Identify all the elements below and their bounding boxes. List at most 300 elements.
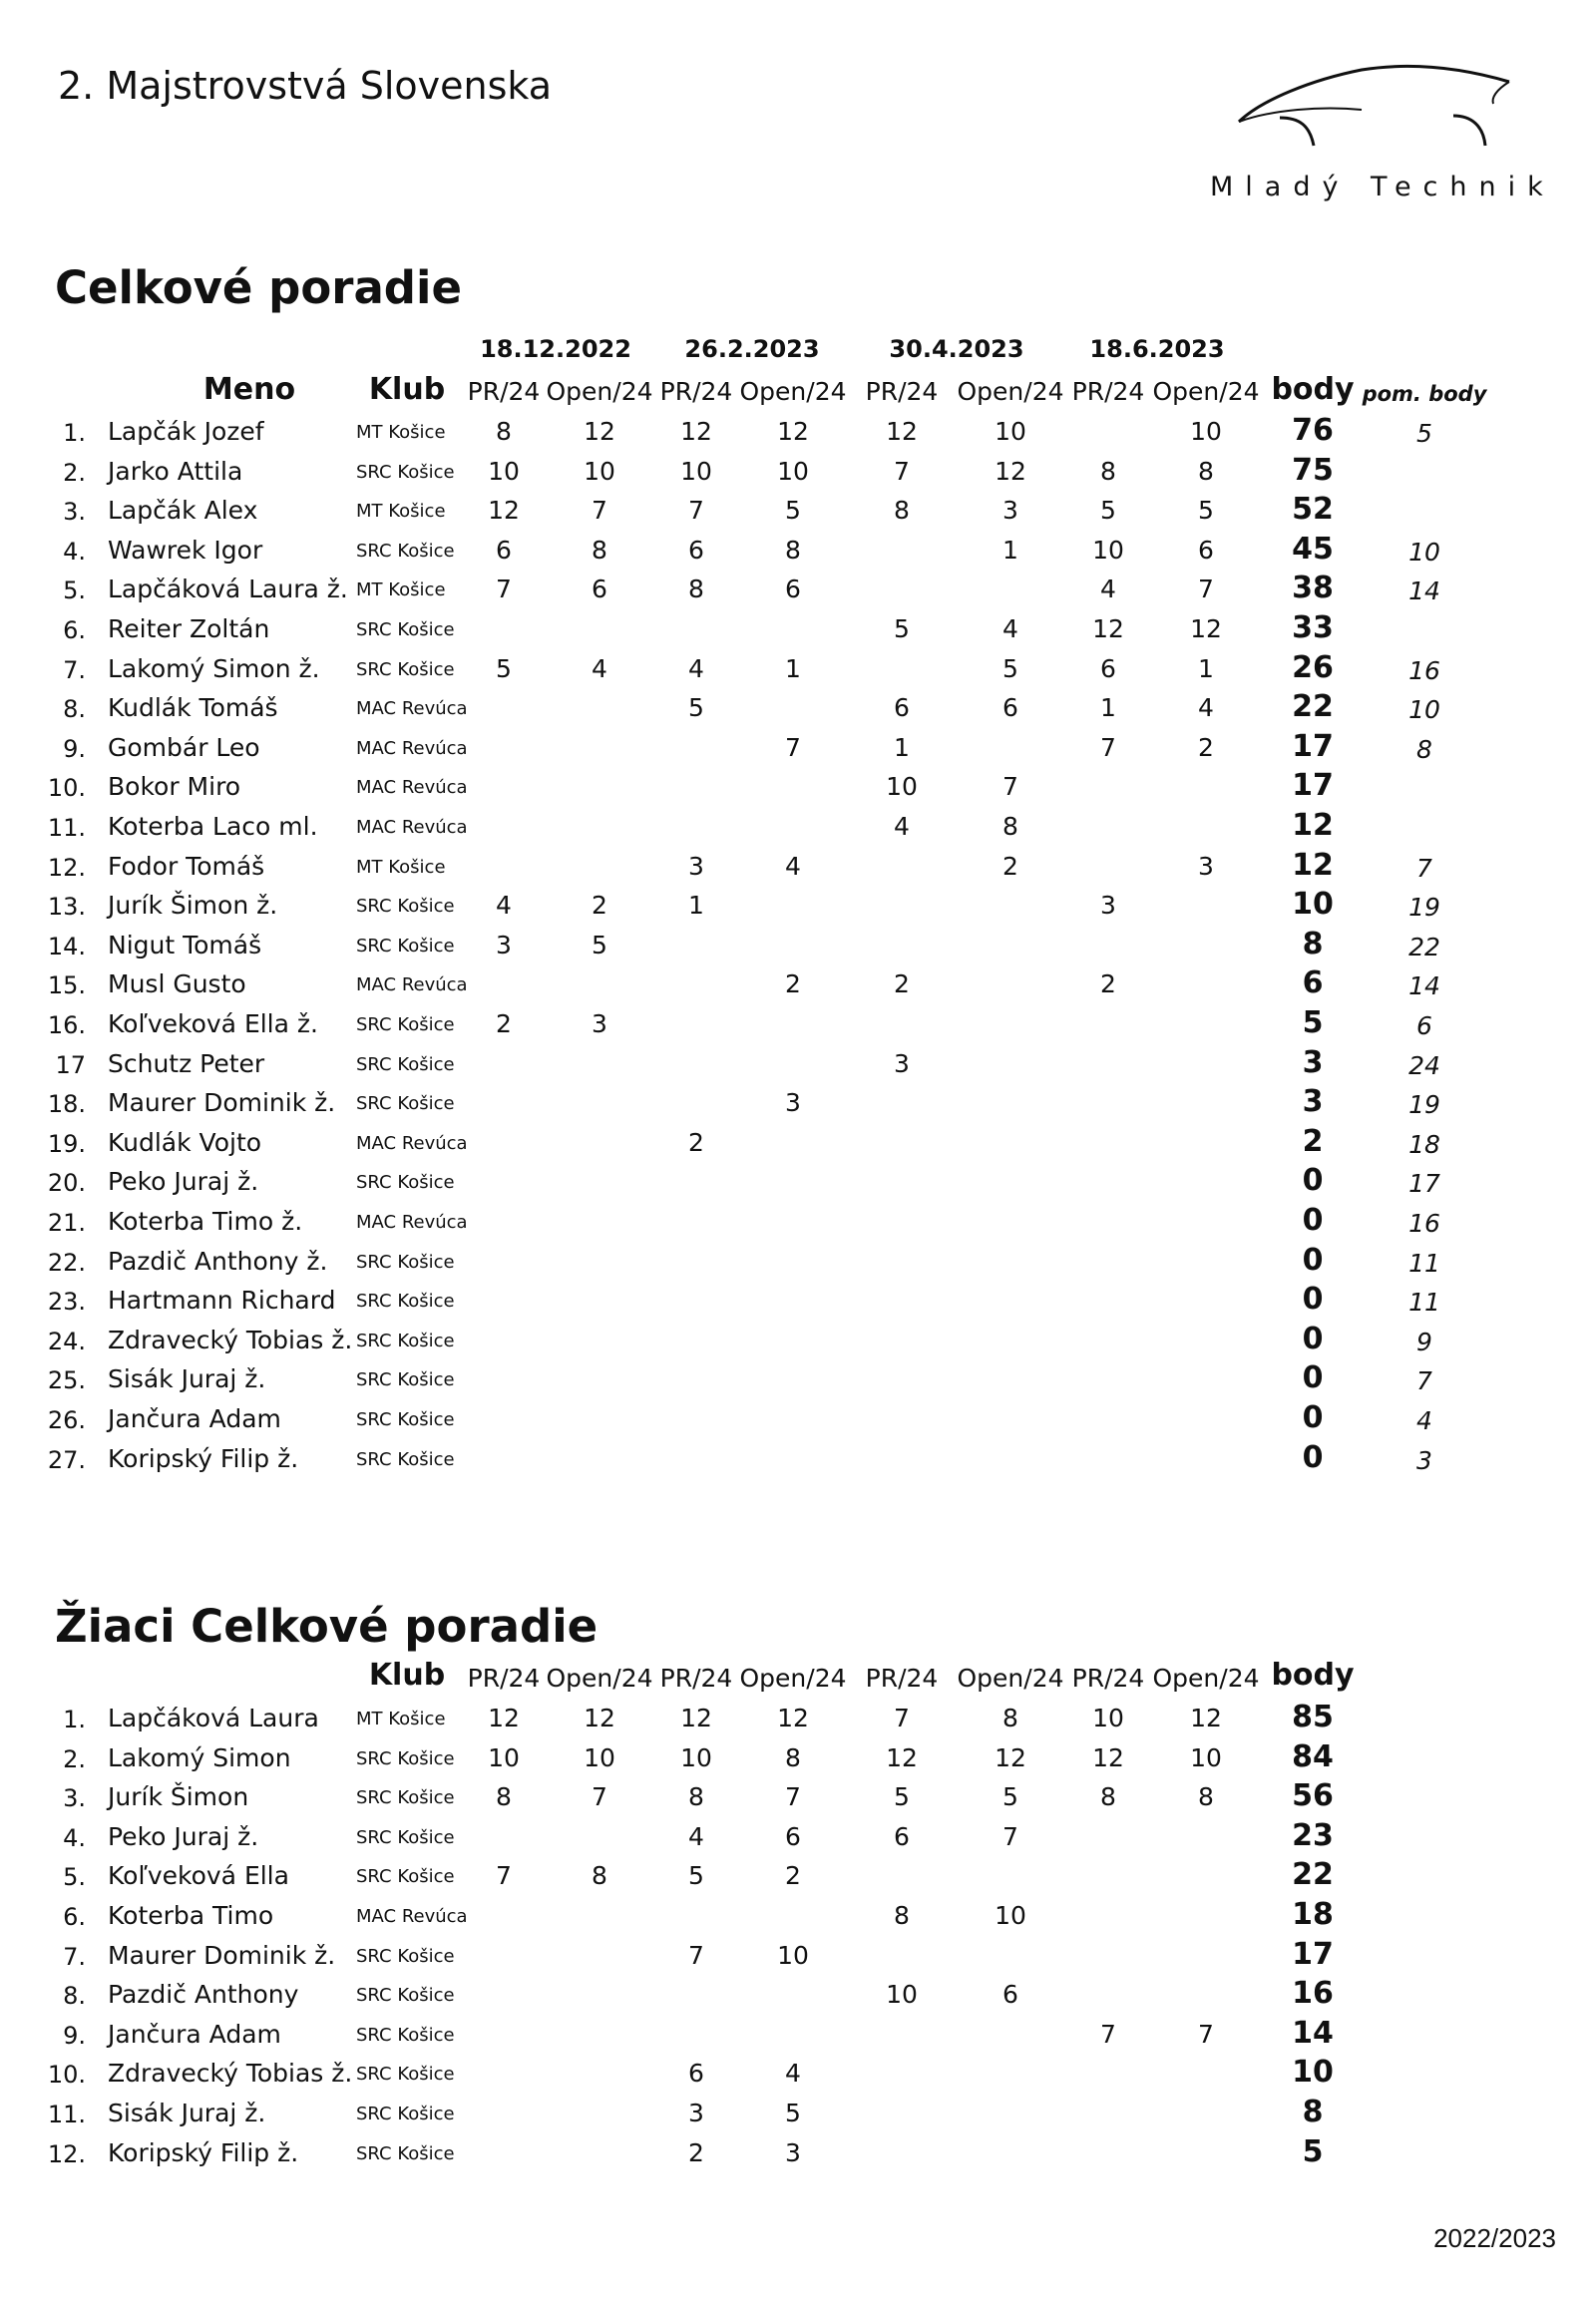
col-header-round: PR/24: [1071, 377, 1145, 406]
round-score: 1: [894, 733, 910, 762]
rank: 13.: [47, 893, 86, 921]
player-name: Nigut Tomáš: [108, 931, 262, 959]
round-score: 7: [1198, 575, 1214, 603]
round-score: 12: [1092, 1743, 1124, 1772]
round-score: 10: [680, 1743, 712, 1772]
club-name: MAC Revúca: [356, 1212, 468, 1233]
col-header-round: Open/24: [1152, 1664, 1260, 1693]
round-score: 3: [592, 1009, 607, 1038]
col-header-round: PR/24: [865, 1664, 939, 1693]
total-points: 56: [1292, 1778, 1334, 1813]
round-score: 5: [688, 1861, 704, 1890]
player-name: Koterba Laco ml.: [108, 812, 318, 841]
rank: 5.: [63, 1863, 86, 1891]
club-name: MAC Revúca: [356, 974, 468, 995]
round-score: 10: [995, 1901, 1026, 1930]
round-score: 3: [1198, 852, 1214, 881]
player-name: Lakomý Simon: [108, 1743, 291, 1772]
round-score: 1: [785, 654, 801, 683]
player-name: Koripský Filip ž.: [108, 1444, 299, 1473]
player-name: Koterba Timo: [108, 1901, 274, 1930]
aux-points: 11: [1408, 1288, 1440, 1317]
round-score: 12: [777, 1704, 809, 1732]
rank: 4.: [63, 1824, 86, 1852]
round-score: 8: [894, 1901, 910, 1930]
club-name: SRC Košice: [356, 619, 455, 640]
rank: 3.: [63, 1784, 86, 1812]
rank: 25.: [47, 1366, 86, 1394]
club-name: SRC Košice: [356, 1291, 455, 1312]
round-score: 7: [1002, 772, 1018, 801]
club-name: SRC Košice: [356, 2143, 455, 2164]
player-name: Lapčák Jozef: [108, 417, 264, 446]
total-points: 16: [1292, 1976, 1334, 2011]
player-name: Peko Juraj ž.: [108, 1167, 259, 1196]
club-name: SRC Košice: [356, 936, 455, 957]
round-score: 6: [1100, 654, 1116, 683]
rank: 14.: [47, 933, 86, 960]
total-points: 12: [1292, 848, 1334, 883]
total-points: 85: [1292, 1700, 1334, 1734]
round-score: 8: [785, 1743, 801, 1772]
club-name: MT Košice: [356, 857, 446, 878]
rank: 15.: [47, 971, 86, 999]
club-name: MT Košice: [356, 422, 446, 443]
rank: 3.: [63, 498, 86, 526]
round-score: 7: [496, 575, 512, 603]
rank: 10.: [47, 774, 86, 802]
aux-points: 3: [1416, 1446, 1432, 1475]
club-name: SRC Košice: [356, 1748, 455, 1769]
round-score: 6: [1002, 1980, 1018, 2009]
col-header-aux-points: pom. body: [1362, 382, 1487, 406]
round-score: 2: [1002, 852, 1018, 881]
total-points: 17: [1292, 768, 1334, 803]
club-name: SRC Košice: [356, 659, 455, 680]
rank: 1.: [63, 419, 86, 447]
total-points: 6: [1302, 965, 1324, 1000]
total-points: 76: [1292, 413, 1334, 448]
mlady-technik-logo: [1192, 60, 1561, 209]
aux-points: 7: [1416, 1366, 1432, 1395]
total-points: 22: [1292, 689, 1334, 724]
aux-points: 19: [1408, 1090, 1440, 1119]
club-name: MAC Revúca: [356, 1906, 468, 1927]
round-score: 8: [1002, 1704, 1018, 1732]
round-score: 7: [1100, 2020, 1116, 2049]
aux-points: 7: [1416, 854, 1432, 883]
aux-points: 10: [1408, 695, 1440, 724]
player-name: Musl Gusto: [108, 969, 246, 998]
club-name: SRC Košice: [356, 1866, 455, 1887]
col-header-round: PR/24: [659, 1664, 733, 1693]
round-score: 8: [894, 496, 910, 525]
total-points: 0: [1302, 1282, 1324, 1317]
round-score: 10: [995, 417, 1026, 446]
round-score: 5: [785, 496, 801, 525]
round-score: 12: [1190, 614, 1222, 643]
total-points: 0: [1302, 1440, 1324, 1475]
round-score: 2: [894, 969, 910, 998]
rank: 22.: [47, 1249, 86, 1277]
total-points: 0: [1302, 1163, 1324, 1198]
total-points: 8: [1302, 2095, 1324, 2129]
round-score: 6: [592, 575, 607, 603]
club-name: SRC Košice: [356, 2104, 455, 2124]
round-score: 12: [680, 1704, 712, 1732]
total-points: 3: [1302, 1084, 1324, 1119]
col-header-points: body: [1271, 1658, 1355, 1693]
rank: 6.: [63, 1903, 86, 1931]
rank: 10.: [47, 2061, 86, 2089]
round-score: 7: [894, 1704, 910, 1732]
round-score: 5: [496, 654, 512, 683]
round-score: 10: [1190, 1743, 1222, 1772]
club-name: SRC Košice: [356, 1331, 455, 1351]
col-header-points: body: [1271, 372, 1355, 407]
player-name: Koľveková Ella ž.: [108, 1009, 318, 1038]
round-score: 8: [1100, 1782, 1116, 1811]
round-score: 2: [1198, 733, 1214, 762]
col-header-round: PR/24: [467, 377, 541, 406]
round-score: 2: [496, 1009, 512, 1038]
rank: 20.: [47, 1169, 86, 1197]
round-score: 2: [1100, 969, 1116, 998]
club-name: SRC Košice: [356, 2064, 455, 2085]
aux-points: 4: [1416, 1406, 1432, 1435]
document-title: 2. Majstrovstvá Slovenska: [58, 64, 553, 108]
round-score: 3: [496, 931, 512, 959]
round-score: 2: [785, 1861, 801, 1890]
rank: 16.: [47, 1011, 86, 1039]
overall-standings-title: Celkové poradie: [55, 261, 462, 314]
total-points: 5: [1302, 1005, 1324, 1040]
rank: 2.: [63, 1745, 86, 1773]
round-score: 12: [1190, 1704, 1222, 1732]
rank: 8.: [63, 1982, 86, 2010]
round-score: 4: [592, 654, 607, 683]
round-score: 3: [894, 1049, 910, 1078]
total-points: 26: [1292, 650, 1334, 685]
club-name: MAC Revúca: [356, 1133, 468, 1154]
aux-points: 8: [1416, 735, 1432, 764]
rank: 5.: [63, 576, 86, 604]
round-score: 8: [688, 1782, 704, 1811]
round-score: 8: [1100, 457, 1116, 486]
round-score: 7: [1198, 2020, 1214, 2049]
player-name: Jarko Attila: [108, 457, 243, 486]
player-name: Jančura Adam: [108, 1404, 281, 1433]
player-name: Kudlák Tomáš: [108, 693, 278, 722]
round-score: 7: [785, 733, 801, 762]
round-score: 10: [488, 457, 520, 486]
rank: 9.: [63, 2022, 86, 2050]
round-score: 10: [1190, 417, 1222, 446]
aux-points: 10: [1408, 538, 1440, 567]
round-score: 5: [688, 693, 704, 722]
round-score: 2: [688, 1128, 704, 1157]
round-score: 1: [1002, 536, 1018, 565]
rank: 2.: [63, 459, 86, 487]
round-score: 1: [1100, 693, 1116, 722]
round-score: 2: [785, 969, 801, 998]
aux-points: 11: [1408, 1249, 1440, 1278]
player-name: Sisák Juraj ž.: [108, 1364, 266, 1393]
player-name: Maurer Dominik ž.: [108, 1088, 336, 1117]
col-header-round: Open/24: [739, 377, 847, 406]
rank: 8.: [63, 695, 86, 723]
round-score: 8: [496, 1782, 512, 1811]
col-header-round: Open/24: [739, 1664, 847, 1693]
total-points: 52: [1292, 492, 1334, 527]
club-name: SRC Košice: [356, 1054, 455, 1075]
round-score: 6: [688, 536, 704, 565]
rank: 11.: [47, 814, 86, 842]
total-points: 0: [1302, 1243, 1324, 1278]
car-silhouette-icon: [1192, 60, 1561, 160]
aux-points: 16: [1408, 1209, 1440, 1238]
round-score: 10: [1092, 536, 1124, 565]
round-score: 6: [894, 693, 910, 722]
player-name: Pazdič Anthony: [108, 1980, 299, 2009]
round-score: 10: [1092, 1704, 1124, 1732]
total-points: 8: [1302, 927, 1324, 961]
round-score: 6: [894, 1822, 910, 1851]
round-score: 3: [688, 2099, 704, 2127]
round-score: 12: [584, 1704, 615, 1732]
total-points: 33: [1292, 610, 1334, 645]
total-points: 17: [1292, 729, 1334, 764]
logo-text: Mladý Technik: [1210, 172, 1555, 202]
round-score: 3: [785, 2138, 801, 2167]
total-points: 5: [1302, 2134, 1324, 2169]
round-score: 8: [592, 1861, 607, 1890]
round-score: 6: [785, 575, 801, 603]
round-score: 10: [488, 1743, 520, 1772]
col-header-round: Open/24: [546, 377, 653, 406]
rank: 21.: [47, 1209, 86, 1237]
player-name: Hartmann Richard: [108, 1286, 336, 1315]
aux-points: 14: [1408, 576, 1440, 605]
round-score: 4: [1002, 614, 1018, 643]
col-header-round: PR/24: [659, 377, 733, 406]
round-score: 4: [894, 812, 910, 841]
rank: 24.: [47, 1328, 86, 1355]
round-score: 1: [688, 891, 704, 920]
player-name: Pazdič Anthony ž.: [108, 1247, 328, 1276]
round-score: 8: [785, 536, 801, 565]
player-name: Lapčáková Laura: [108, 1704, 319, 1732]
total-points: 0: [1302, 1203, 1324, 1238]
club-name: SRC Košice: [356, 1014, 455, 1035]
club-name: MT Košice: [356, 579, 446, 600]
round-score: 10: [777, 1941, 809, 1970]
round-score: 5: [1198, 496, 1214, 525]
round-score: 12: [777, 417, 809, 446]
club-name: SRC Košice: [356, 1252, 455, 1273]
player-name: Kudlák Vojto: [108, 1128, 262, 1157]
round-score: 7: [688, 1941, 704, 1970]
total-points: 38: [1292, 571, 1334, 605]
total-points: 2: [1302, 1124, 1324, 1159]
round-score: 4: [688, 1822, 704, 1851]
round-date: 18.6.2023: [1089, 335, 1225, 363]
round-score: 7: [496, 1861, 512, 1890]
aux-points: 9: [1416, 1328, 1432, 1356]
club-name: SRC Košice: [356, 462, 455, 483]
round-score: 12: [488, 1704, 520, 1732]
col-header-round: PR/24: [467, 1664, 541, 1693]
total-points: 22: [1292, 1857, 1334, 1892]
total-points: 45: [1292, 532, 1334, 567]
col-header-round: PR/24: [865, 377, 939, 406]
player-name: Wawrek Igor: [108, 536, 263, 565]
player-name: Maurer Dominik ž.: [108, 1941, 336, 1970]
aux-points: 24: [1408, 1051, 1440, 1080]
club-name: SRC Košice: [356, 541, 455, 562]
aux-points: 16: [1408, 656, 1440, 685]
total-points: 0: [1302, 1400, 1324, 1435]
round-score: 7: [894, 457, 910, 486]
round-score: 4: [1198, 693, 1214, 722]
round-score: 12: [1092, 614, 1124, 643]
aux-points: 17: [1408, 1169, 1440, 1198]
player-name: Zdravecký Tobias ž.: [108, 1326, 353, 1354]
round-score: 4: [688, 654, 704, 683]
player-name: Zdravecký Tobias ž.: [108, 2059, 353, 2088]
round-score: 10: [886, 772, 918, 801]
total-points: 10: [1292, 887, 1334, 922]
round-score: 7: [1002, 1822, 1018, 1851]
total-points: 12: [1292, 808, 1334, 843]
rank: 11.: [47, 2101, 86, 2128]
round-score: 5: [1002, 1782, 1018, 1811]
player-name: Koľveková Ella: [108, 1861, 289, 1890]
rank: 9.: [63, 735, 86, 763]
round-score: 5: [894, 1782, 910, 1811]
rank: 19.: [47, 1130, 86, 1158]
rank: 18.: [47, 1090, 86, 1118]
rank: 12.: [47, 854, 86, 882]
col-header-club: Klub: [368, 372, 446, 407]
round-score: 3: [1002, 496, 1018, 525]
total-points: 23: [1292, 1818, 1334, 1853]
rank: 27.: [47, 1446, 86, 1474]
total-points: 17: [1292, 1937, 1334, 1972]
round-score: 10: [777, 457, 809, 486]
col-header-round: Open/24: [1152, 377, 1260, 406]
round-score: 10: [886, 1980, 918, 2009]
rank: 26.: [47, 1406, 86, 1434]
round-score: 6: [688, 2059, 704, 2088]
round-score: 1: [1198, 654, 1214, 683]
round-score: 10: [584, 1743, 615, 1772]
col-header-name: Meno: [202, 372, 296, 407]
player-name: Jurík Šimon: [108, 1782, 249, 1811]
round-score: 4: [1100, 575, 1116, 603]
round-score: 6: [496, 536, 512, 565]
round-score: 12: [886, 1743, 918, 1772]
round-score: 12: [584, 417, 615, 446]
round-score: 12: [488, 496, 520, 525]
junior-standings-title: Žiaci Celkové poradie: [55, 1600, 598, 1653]
club-name: SRC Košice: [356, 1449, 455, 1470]
round-score: 7: [592, 496, 607, 525]
total-points: 84: [1292, 1739, 1334, 1774]
round-score: 4: [785, 2059, 801, 2088]
rank: 6.: [63, 616, 86, 644]
total-points: 14: [1292, 2016, 1334, 2051]
club-name: MAC Revúca: [356, 777, 468, 798]
col-header-round: Open/24: [957, 1664, 1064, 1693]
round-score: 8: [592, 536, 607, 565]
round-score: 7: [688, 496, 704, 525]
rank: 23.: [47, 1288, 86, 1316]
club-name: MAC Revúca: [356, 698, 468, 719]
round-score: 5: [1100, 496, 1116, 525]
rank: 7.: [63, 1943, 86, 1971]
aux-points: 22: [1408, 933, 1440, 961]
round-score: 8: [496, 417, 512, 446]
player-name: Koripský Filip ž.: [108, 2138, 299, 2167]
club-name: SRC Košice: [356, 1093, 455, 1114]
player-name: Bokor Miro: [108, 772, 241, 801]
aux-points: 14: [1408, 971, 1440, 1000]
player-name: Lapčák Alex: [108, 496, 258, 525]
round-score: 5: [894, 614, 910, 643]
club-name: SRC Košice: [356, 896, 455, 917]
total-points: 0: [1302, 1322, 1324, 1356]
player-name: Gombár Leo: [108, 733, 260, 762]
total-points: 75: [1292, 453, 1334, 488]
player-name: Peko Juraj ž.: [108, 1822, 259, 1851]
round-score: 7: [592, 1782, 607, 1811]
player-name: Schutz Peter: [108, 1049, 265, 1078]
round-date: 30.4.2023: [889, 335, 1024, 363]
club-name: SRC Košice: [356, 1985, 455, 2006]
round-score: 6: [1198, 536, 1214, 565]
total-points: 0: [1302, 1360, 1324, 1395]
rank: 4.: [63, 538, 86, 566]
aux-points: 19: [1408, 893, 1440, 922]
season-label: 2022/2023: [1433, 2223, 1556, 2253]
round-score: 5: [592, 931, 607, 959]
rank: 7.: [63, 656, 86, 684]
club-name: SRC Košice: [356, 2025, 455, 2046]
round-score: 2: [688, 2138, 704, 2167]
rank: 12.: [47, 2140, 86, 2168]
round-score: 4: [496, 891, 512, 920]
round-score: 10: [680, 457, 712, 486]
player-name: Jurík Šimon ž.: [108, 891, 278, 920]
col-header-round: Open/24: [546, 1664, 653, 1693]
round-score: 5: [1002, 654, 1018, 683]
round-score: 6: [1002, 693, 1018, 722]
total-points: 10: [1292, 2055, 1334, 2090]
club-name: SRC Košice: [356, 1409, 455, 1430]
player-name: Fodor Tomáš: [108, 852, 265, 881]
player-name: Koterba Timo ž.: [108, 1207, 303, 1236]
club-name: MAC Revúca: [356, 738, 468, 759]
player-name: Sisák Juraj ž.: [108, 2099, 266, 2127]
total-points: 3: [1302, 1045, 1324, 1080]
round-date: 26.2.2023: [684, 335, 820, 363]
round-score: 12: [680, 417, 712, 446]
round-score: 8: [688, 575, 704, 603]
round-score: 12: [995, 1743, 1026, 1772]
aux-points: 5: [1416, 419, 1432, 448]
round-score: 8: [1198, 1782, 1214, 1811]
